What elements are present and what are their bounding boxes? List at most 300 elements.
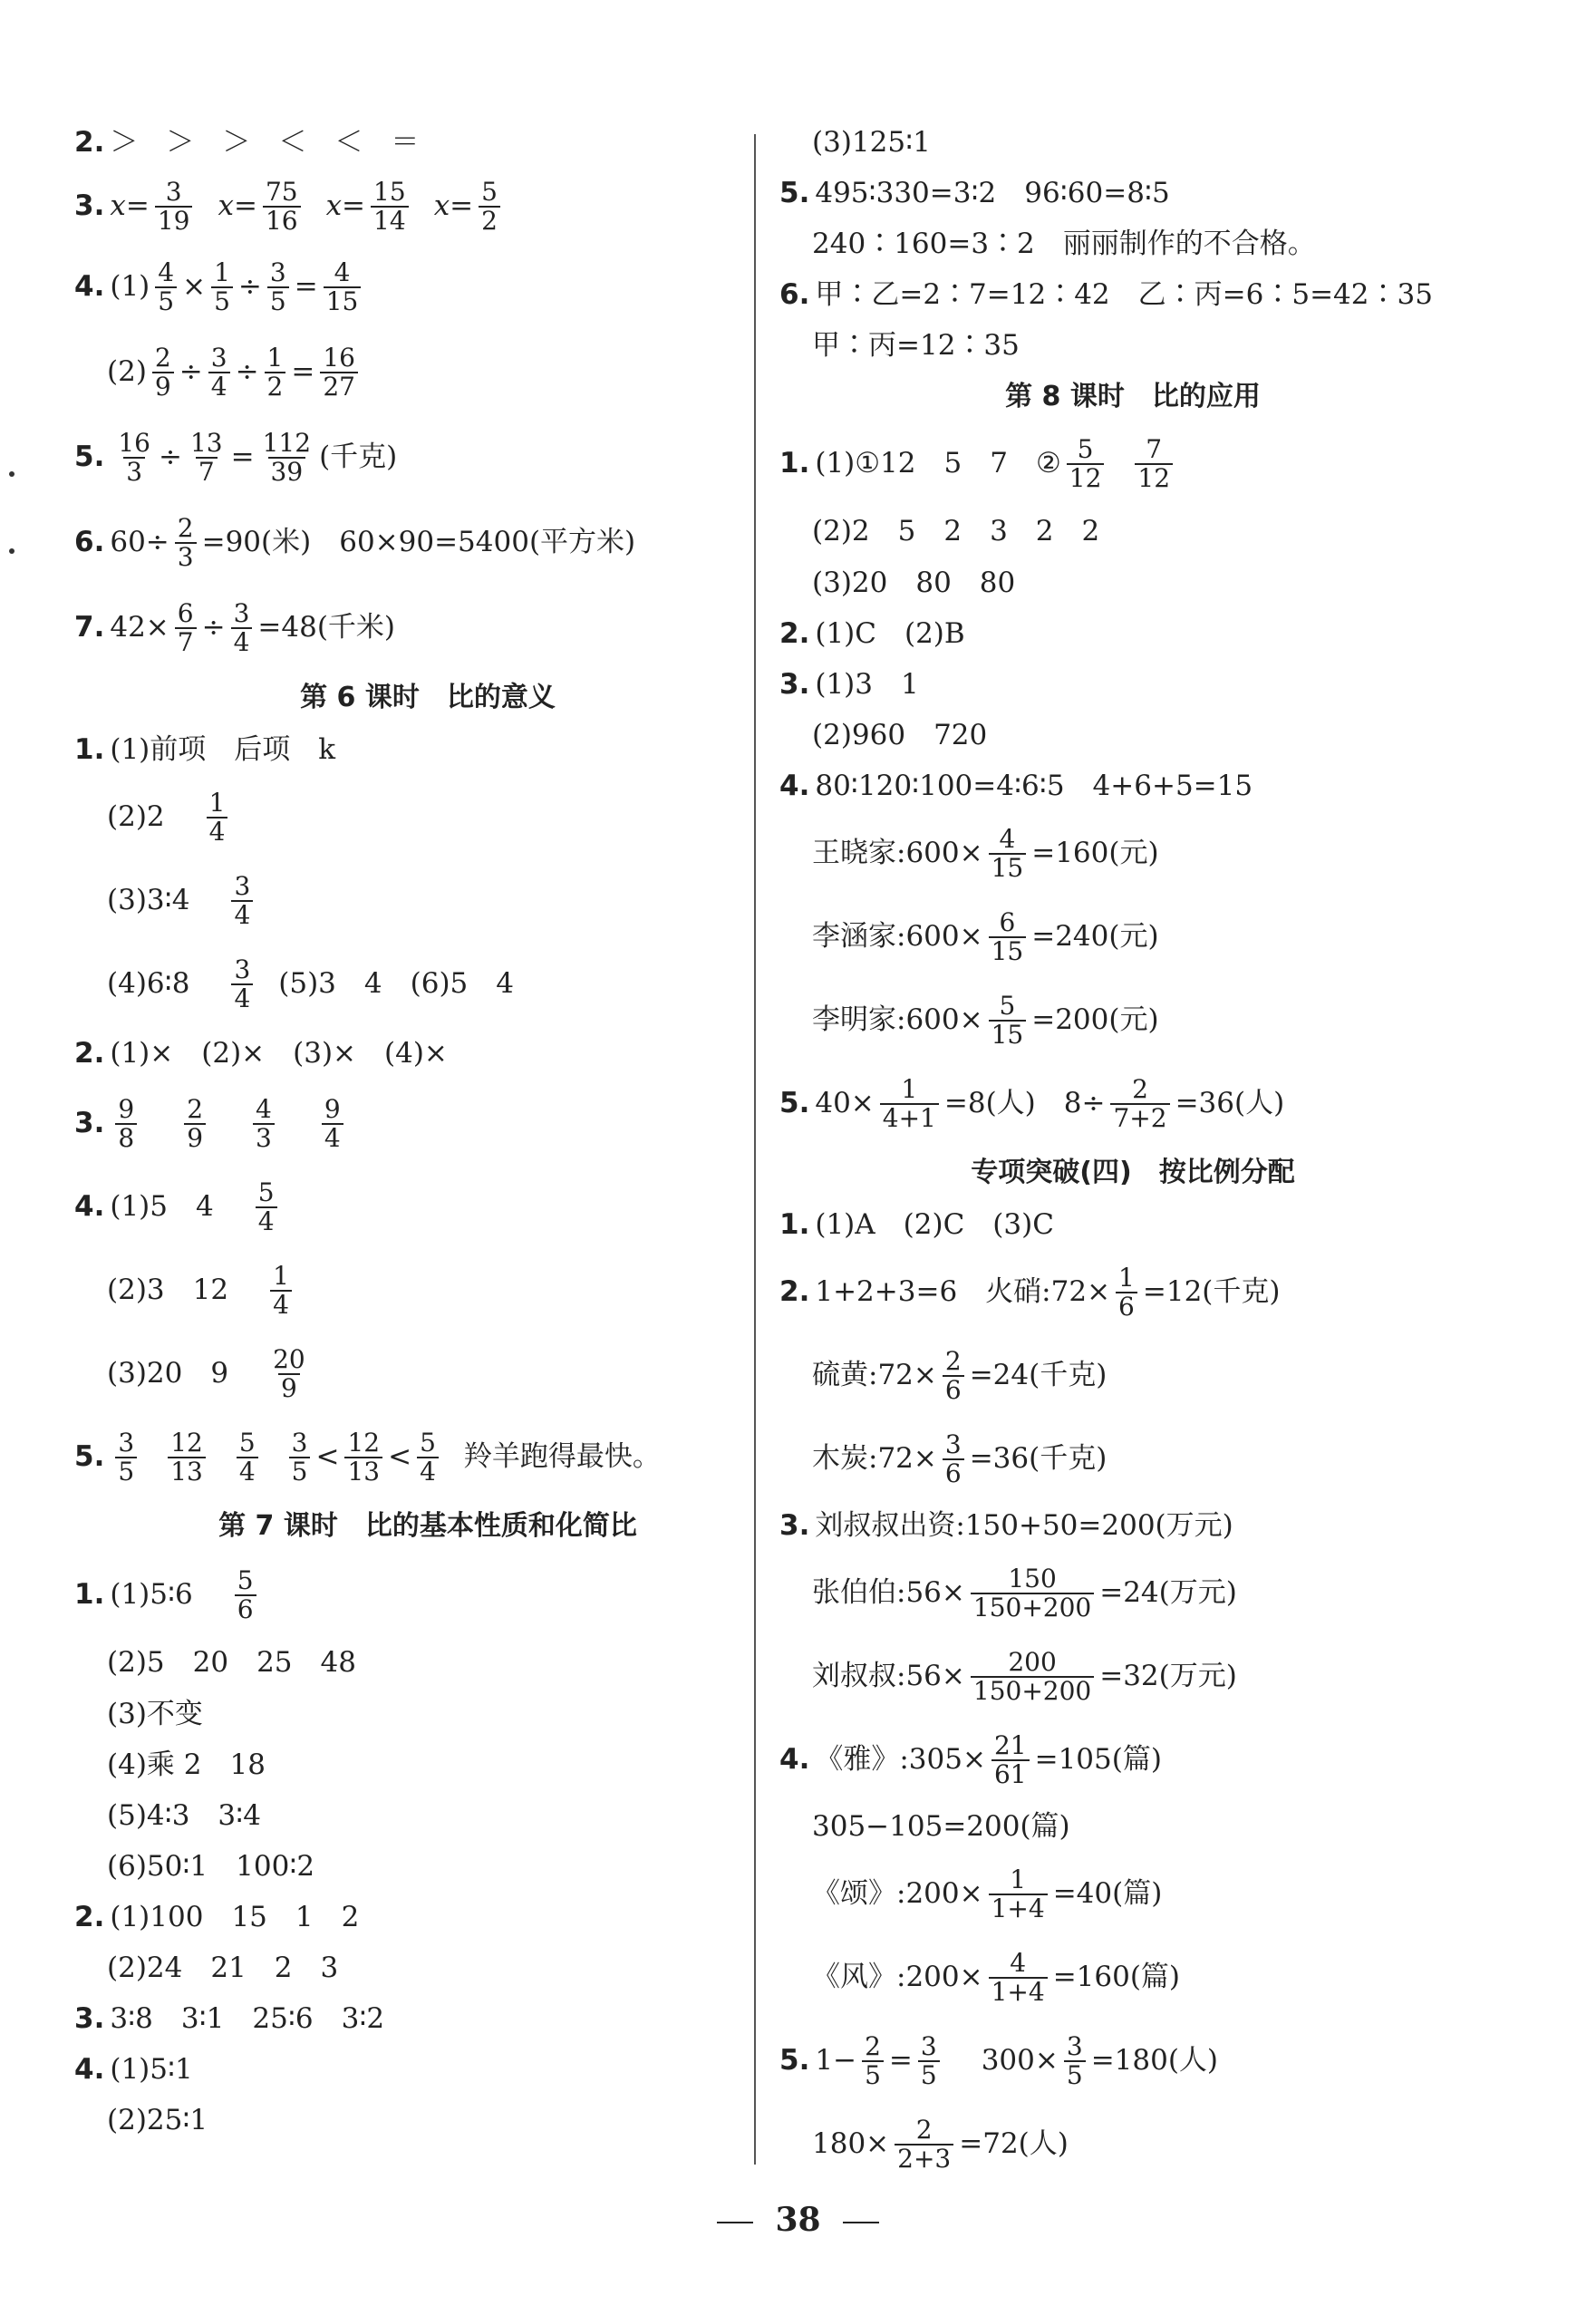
question-number: 1. [74,1578,105,1612]
expression-text: =24(万元) [1099,1576,1237,1610]
fraction [260,427,314,487]
answer-text: (3)3∶4 [107,884,190,917]
fraction [1067,433,1105,493]
operator: = [230,441,255,474]
answer-text: (1)3 1 [815,668,919,702]
equation-prefix: x= [110,189,150,223]
numerator: 5 [481,176,498,207]
numerator: 13 [189,427,223,458]
numerator: 1 [901,1073,918,1104]
numerator: 20 [273,1343,305,1374]
question-number: 7. [74,611,105,644]
expression-text: =24(千克) [969,1359,1108,1392]
question-number: 4. [779,770,810,803]
fraction [1110,1073,1169,1133]
fraction [989,823,1027,883]
answer-text: (1)前项 后项 k [110,733,336,767]
fraction [895,2116,953,2173]
fraction [263,176,301,236]
expression-text: 张伯伯:56× [812,1576,965,1610]
fraction [175,597,197,657]
denominator: 1+4 [989,1977,1048,2006]
s6-answer-4-2 [74,1249,781,1332]
numerator: 1 [266,342,284,373]
fraction [943,1345,964,1405]
numerator: 3 [234,870,251,901]
numerator: 3 [1066,2030,1083,2061]
denominator: 15 [989,853,1027,882]
denominator: 5 [115,1457,137,1486]
p-answer-5-b [779,2103,1486,2186]
p-answer-2 [779,1251,1486,1334]
answer-text: (2)2 [107,800,165,834]
numerator: 12 [347,1427,381,1458]
s7-answer-1-2: (2)5 20 25 48 [107,1646,356,1680]
numerator: 3 [165,176,182,207]
p-answer-5 [779,2020,1486,2103]
denominator: 9 [152,372,174,401]
denominator: 4 [417,1457,439,1486]
expression-text: =160(篇) [1052,1961,1181,1994]
s6-answer-1-1 [74,725,781,776]
s8-answer-2 [779,609,1486,660]
fraction [344,1429,382,1486]
fraction [184,1093,206,1153]
equation-prefix: x= [325,189,366,223]
denominator: 6 [943,1375,964,1404]
operator: < [388,1440,412,1474]
answer-6-2: 甲∶丙=12∶35 [812,329,1020,363]
denominator: 1+4 [989,1894,1048,1923]
numerator: 12 [170,1427,203,1458]
denominator: 4 [256,1206,277,1235]
expression-text: 1− [815,2044,857,2078]
answer-4-2 [74,330,781,415]
s8-answer-3-2: (2)960 720 [812,719,988,752]
expression-text: =12(千克) [1142,1275,1281,1309]
denominator: 13 [344,1457,382,1486]
numerator: 3 [210,342,227,373]
numerator: 6 [177,597,194,628]
section-heading: 专项突破(四) 按比例分配 [971,1157,1295,1188]
s6-answer-1-4 [74,943,781,1026]
operator: ÷ [179,355,203,389]
denominator: 4 [270,1290,292,1319]
fraction [989,906,1027,966]
denominator: 4 [237,1457,258,1486]
fraction [168,1429,206,1486]
fraction [862,2030,884,2090]
numerator: 9 [324,1093,341,1124]
fraction [322,1093,343,1153]
s7-answer-4-1 [74,2045,781,2096]
denominator: 150+200 [971,1593,1094,1622]
answer-text: 甲∶乙=2∶7=12∶42 乙∶丙=6∶5=42∶35 [815,278,1433,312]
fraction [1116,1264,1137,1321]
expression-text: 42× [110,611,169,644]
expression-text: 40× [815,1087,875,1120]
fraction [207,789,228,846]
denominator: 9 [184,1123,206,1152]
section-heading: 第 8 课时 比的应用 [1005,381,1261,412]
fraction [971,1646,1094,1706]
answer-text: (1)100 15 1 2 [110,1901,360,1934]
expression-text: 180× [812,2127,890,2161]
numerator: 3 [118,1427,135,1458]
question-number: 4. [779,1743,810,1777]
p-answer-2-c [779,1418,1486,1501]
numerator: 200 [1008,1646,1057,1677]
operator: < [315,1440,340,1474]
question-number: 6. [779,278,810,312]
denominator: 4 [231,900,253,929]
numerator: 2 [915,2114,933,2145]
denominator: 5 [155,286,177,315]
question-number: 2. [74,126,105,160]
fraction [115,427,153,487]
s6-answer-3 [74,1082,781,1166]
expression-text: 刘叔叔:56× [812,1660,965,1693]
fraction [152,344,174,401]
fraction [175,512,197,572]
denominator: 7 [196,457,218,486]
equation-prefix: x= [218,189,257,223]
expression-text: =90(米) 60×90=5400(平方米) [201,526,636,559]
s8-answer-1-1 [779,422,1486,506]
s8-answer-4-b [779,896,1486,979]
denominator: 39 [268,457,306,486]
s8-answer-5 [779,1062,1486,1146]
p-answer-4-b: 305−105=200(篇) [812,1810,1070,1844]
s7-answer-3 [74,1994,781,2045]
denominator: 27 [320,372,358,401]
numerator: 6 [999,906,1016,937]
denominator: 3 [175,542,197,571]
fraction [324,259,362,315]
question-number: 6. [74,526,105,559]
numerator: 112 [262,427,312,458]
expression-text: =8(人) 8÷ [943,1087,1106,1120]
answer-text: (1)①12 5 7 ② [815,447,1061,480]
denominator: 3 [123,457,145,486]
answer-text: 495∶330=3∶2 96∶60=8∶5 [815,177,1170,210]
s8-answer-4-c [779,979,1486,1062]
operator: = [888,2044,913,2078]
numerator: 1 [214,257,230,287]
s7-answer-2-1 [74,1893,781,1943]
answer-5 [74,415,781,500]
section-heading: 第 6 课时 比的意义 [300,682,556,713]
p-answer-1 [779,1200,1486,1251]
question-number: 5. [779,2044,810,2078]
denominator: 6 [235,1594,256,1623]
expression-text: 《颂》:200× [812,1877,983,1911]
answer-text: 3∶8 3∶1 25∶6 3∶2 [110,2002,385,2036]
question-number: 5. [74,1440,105,1474]
expression-text: =160(元) [1031,837,1159,870]
numerator: 9 [118,1093,135,1124]
page-number: 38 [775,2201,821,2239]
s6-answer-1-3 [74,859,781,943]
s7-answer-4-2: (2)25∶1 [107,2104,208,2137]
denominator: 19 [155,206,193,235]
numerator: 4 [1010,1947,1027,1978]
answer-text: (5)3 4 (6)5 4 [278,967,514,1001]
s8-answer-3-1 [779,660,1486,711]
question-number: 4. [74,2053,105,2087]
operator: = [294,270,318,304]
fraction [188,427,226,487]
denominator: 12 [1067,463,1105,492]
denominator: 4 [207,817,228,846]
unit-text: (千克) [319,441,398,474]
question-number: 2. [779,1275,810,1309]
denominator: 150+200 [971,1676,1094,1705]
denominator: 14 [371,206,409,235]
denominator: 2 [265,372,286,401]
question-number: 3. [779,1509,810,1543]
fraction [208,344,230,401]
fraction [289,1429,311,1486]
fraction [253,1093,275,1153]
question-number: 3. [74,1107,105,1140]
expression-text: =36(人) [1175,1087,1285,1120]
section-heading: 第 7 课时 比的基本性质和化简比 [218,1510,637,1542]
answer-4-1 [74,245,781,330]
answer-text: 80∶120∶100=4∶6∶5 4+6+5=15 [815,770,1253,803]
right-column [779,118,1486,2186]
numerator: 2 [187,1093,204,1124]
fraction [235,1564,256,1624]
expression-text: =105(篇) [1034,1743,1162,1777]
question-number: 1. [779,1208,810,1242]
question-number: 5. [779,1087,810,1120]
s6-answer-5 [74,1416,781,1499]
fraction [989,1947,1048,2007]
question-number: 2. [74,1901,105,1934]
p-answer-4-d [779,1936,1486,2020]
fraction [943,1431,964,1487]
fraction [155,176,193,236]
question-number: 5. [779,177,810,210]
fraction [989,1866,1048,1923]
numerator: 5 [237,1564,254,1595]
numerator: 2 [154,342,171,373]
answer-2 [74,118,781,169]
s8-answer-1-3: (3)20 80 80 [812,567,1016,600]
operator: × [182,270,207,304]
denominator: 5 [1064,2060,1086,2089]
answer-text: 刘叔叔出资:150+50=200(万元) [815,1509,1233,1543]
answer-text: (1)5∶1 [110,2053,193,2087]
sub-label: (2) [107,355,147,389]
fraction [270,1260,292,1320]
numerator: 2 [865,2030,881,2061]
fraction [256,1179,277,1235]
numerator: 3 [944,1429,962,1459]
denominator: 5 [918,2060,940,2089]
operator: ÷ [235,355,259,389]
denominator: 6 [943,1458,964,1487]
fraction [155,259,177,315]
answer-text: (1)5∶6 [110,1578,193,1612]
fraction [231,956,253,1012]
expression-text: 60÷ [110,526,169,559]
expression-text: =36(千克) [969,1442,1108,1476]
fraction [211,259,233,315]
expression-text: 李涵家:600× [812,920,983,954]
expression-text: =180(人) [1090,2044,1219,2078]
numerator: 5 [257,1177,275,1207]
answer-text: (1)C (2)B [815,617,965,651]
question-number: 3. [779,668,810,702]
answer-text: (4)6∶8 [107,967,190,1001]
question-number: 5. [74,441,105,474]
s7-answer-1-4: (4)乘 2 18 [107,1748,266,1782]
p-answer-3-c [779,1635,1486,1719]
s6-answer-2 [74,1026,781,1082]
expression-text: 硫黄:72× [812,1359,937,1392]
fraction [971,1565,1094,1622]
answer-3 [74,169,781,245]
margin-dot [9,548,15,554]
p-answer-4 [779,1719,1486,1802]
s8-answer-1-2: (2)2 5 2 3 2 2 [812,515,1100,548]
question-number: 3. [74,189,105,223]
denominator: 15 [989,936,1027,965]
fraction [479,176,500,236]
fraction [880,1073,939,1133]
s8-answer-4 [779,761,1486,812]
expression-text: 300× [981,2044,1059,2078]
question-number: 1. [779,447,810,480]
margin-dot [9,471,15,477]
denominator: 7 [175,627,197,656]
s7-answer-2-2: (2)24 21 2 3 [107,1952,339,1985]
s7-answer-1-3: (3)不变 [107,1698,203,1731]
numerator: 1 [273,1260,289,1291]
denominator: 5 [267,286,289,315]
expression-text: =40(篇) [1052,1877,1163,1911]
expression-text: =72(人) [959,2127,1069,2161]
denominator: 2 [479,206,500,235]
p-answer-4-c [779,1853,1486,1936]
question-number: 4. [74,270,105,304]
denominator: 5 [211,286,233,315]
answer-5-1 [779,169,1486,219]
numerator: 4 [256,1093,272,1124]
answer-text: (1)A (2)C (3)C [815,1208,1054,1242]
answer-7 [74,586,781,671]
s7-answer-1-5: (5)4∶3 3∶4 [107,1799,261,1833]
denominator: 15 [324,286,362,315]
question-number: 4. [74,1190,105,1224]
question-number: 2. [74,1037,105,1070]
expression-text: =240(元) [1031,920,1159,954]
sub-label: (1) [110,270,150,304]
expression-text: 《雅》:305× [815,1743,986,1777]
answer-text: (1)5 4 [110,1190,214,1224]
expression-text: 李明家:600× [812,1003,983,1037]
expression-text: 木炭:72× [812,1442,937,1476]
answer-text: (1)× (2)× (3)× (4)× [110,1037,448,1070]
denominator: 12 [1135,463,1173,492]
expression-text: =32(万元) [1099,1660,1237,1693]
fraction [371,176,409,236]
denominator: 5 [289,1457,311,1486]
p-answer-3 [779,1501,1486,1552]
s8-answer-4-a [779,812,1486,896]
expression-text: 《风》:200× [812,1961,983,1994]
fraction [991,1729,1030,1789]
denominator: 6 [1116,1292,1137,1321]
fraction [115,1429,137,1486]
answer-text: ＞ ＞ ＞ ＜ ＜ ＝ [110,126,420,160]
denominator: 4 [231,627,253,656]
footer-dash [717,2222,753,2223]
denominator: 3 [253,1123,275,1152]
expression-text: 1+2+3=6 火硝:72× [815,1275,1111,1309]
left-column [74,118,781,2146]
p-answer-2-b [779,1334,1486,1418]
denominator: 9 [278,1373,300,1402]
s6-answer-4-1 [74,1166,781,1249]
denominator: 4 [322,1123,343,1152]
question-number: 2. [779,617,810,651]
denominator: 16 [263,206,301,235]
fraction [231,870,253,930]
operator: ÷ [159,441,182,474]
numerator: 16 [118,427,150,458]
numerator: 3 [233,597,250,628]
numerator: 75 [265,176,298,207]
fraction [320,344,358,401]
operator: = [291,355,315,389]
footer-dash [843,2222,879,2223]
fraction [1064,2030,1086,2090]
numerator: 2 [177,512,194,543]
s7-answer-1-6: (6)50∶1 100∶2 [107,1850,315,1884]
denominator: 4 [208,372,230,401]
fraction [115,1093,137,1153]
fraction [270,1343,308,1403]
numerator: 3 [269,257,286,287]
s7-answer-1-1 [74,1554,781,1637]
fraction [267,259,289,315]
answer-6-1 [779,270,1486,321]
numerator: 1 [1010,1864,1027,1894]
answer-5-2: 240∶160=3∶2 丽丽制作的不合格。 [812,228,1316,261]
fraction [918,2030,940,2090]
numerator: 150 [1008,1563,1057,1593]
denominator: 15 [989,1020,1027,1049]
denominator: 13 [168,1457,206,1486]
numerator: 21 [993,1729,1027,1760]
fraction [989,990,1027,1050]
expression-text: =200(元) [1031,1003,1159,1037]
denominator: 61 [991,1759,1030,1788]
fraction [237,1429,258,1486]
fraction [417,1429,439,1486]
denominator: 5 [862,2060,884,2089]
answer-6 [74,500,781,586]
answer-4-3: (3)125∶1 [812,126,931,160]
denominator: 4+1 [880,1103,939,1132]
numerator: 3 [234,954,251,984]
question-number: 1. [74,733,105,767]
numerator: 4 [158,257,175,287]
denominator: 7+2 [1110,1103,1169,1132]
